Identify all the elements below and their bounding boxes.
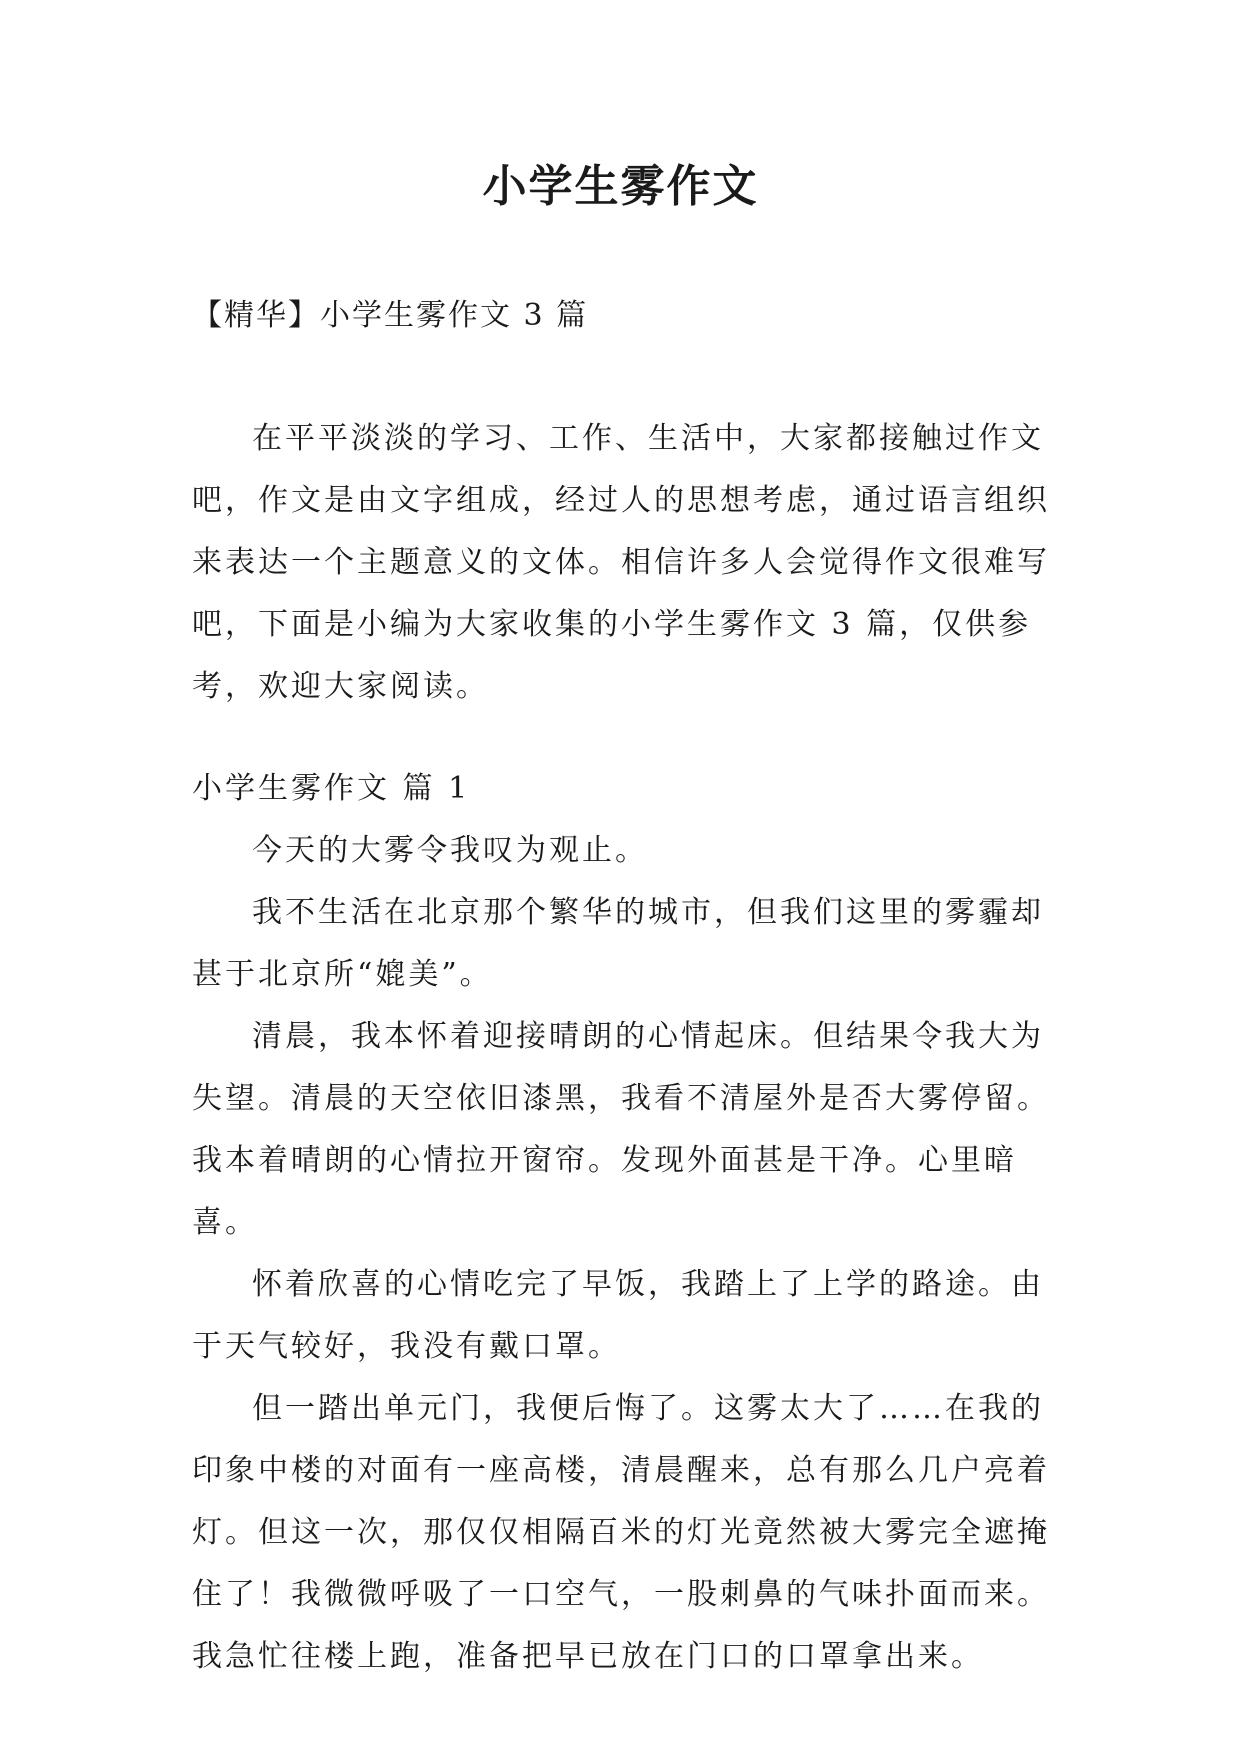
essay-section-1 [192, 758, 1058, 1688]
document-title: 小学生雾作文 [482, 161, 759, 212]
intro-section [192, 408, 1058, 718]
section-heading: 小学生雾作文 篇 1 [192, 771, 471, 806]
document-subtitle: 【精华】小学生雾作文 3 篇 [192, 298, 589, 333]
essay-paragraph: 我不生活在北京那个繁华的城市，但我们这里的雾霾却甚于北京所“媲美”。 [192, 895, 1044, 992]
essay-paragraph: 怀着欣喜的心情吃完了早饭，我踏上了上学的路途。由于天气较好，我没有戴口罩。 [192, 1267, 1044, 1364]
intro-paragraph: 在平平淡淡的学习、工作、生活中，大家都接触过作文吧，作文是由文字组成，经过人的思想考虑，通过语言组织来表达一个主题意义的文体。相信许多人会觉得作文很难写吧，下面是小编为大家收集的小学生雾作文 3 篇，仅供参考，欢迎大家阅读。 [192, 421, 1050, 704]
essay-paragraph: 但一踏出单元门，我便后悔了。这雾太大了……在我的印象中楼的对面有一座高楼，清晨醒来，总有那么几户亮着灯。但这一次，那仅仅相隔百米的灯光竟然被大雾完全遮掩住了！我微微呼吸了一口空气，一股刺鼻的气味扑面而来。我急忙往楼上跑，准备把早已放在门口的口罩拿出来。 [192, 1391, 1050, 1674]
essay-paragraph: 今天的大雾令我叹为观止。 [252, 833, 648, 868]
essay-paragraph: 清晨，我本怀着迎接晴朗的心情起床。但结果令我大为失望。清晨的天空依旧漆黑，我看不清屋外是否大雾停留。我本着晴朗的心情拉开窗帘。发现外面甚是干净。心里暗喜。 [192, 1019, 1050, 1240]
